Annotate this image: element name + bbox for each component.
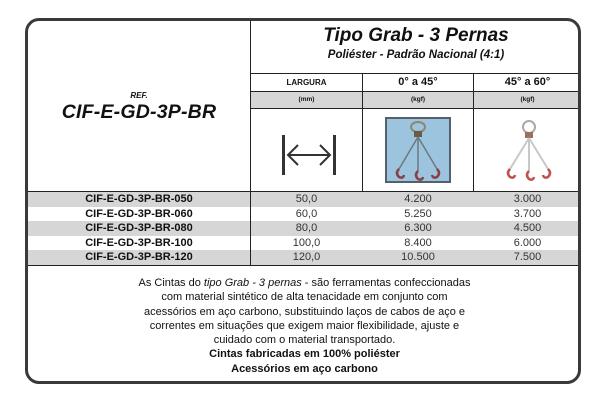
width-arrow-icon (280, 133, 338, 177)
row-load-45-60: 6.000 (513, 236, 542, 249)
description-line: acessórios em aço carbono, substituindo laços de cabos de aço e (143, 305, 466, 318)
row-largura: 60,0 (295, 207, 318, 220)
header-angle-0-45: 0° a 45° (398, 76, 438, 88)
unit-angle-45-60: (kgf) (520, 96, 535, 103)
row-largura: 80,0 (295, 222, 318, 235)
unit-angle-0-45: (kgf) (410, 96, 426, 103)
row-load-0-45: 8.400 (404, 236, 432, 249)
accessory-note: Acessórios em aço carbono (231, 362, 378, 375)
row-load-0-45: 5.250 (404, 207, 432, 220)
product-spec-card (25, 18, 581, 384)
sling-3-legs-blue-icon (385, 117, 451, 183)
description (28, 276, 581, 376)
row-ref: CIF-E-GD-3P-BR-120 (85, 251, 193, 264)
divider (250, 21, 251, 265)
row-load-0-45: 10.500 (401, 251, 435, 264)
description-bold-line (28, 347, 581, 361)
description-text: As Cintas do (138, 277, 204, 289)
row-load-0-45: 6.300 (404, 222, 432, 235)
divider (250, 108, 581, 109)
header-angle-45-60: 45° a 60° (504, 76, 551, 88)
page-subtitle: Poliéster - Padrão Nacional (4:1) (327, 49, 505, 61)
material-note: Cintas fabricadas em 100% poliéster (209, 348, 400, 361)
description-italic: tipo Grab - 3 pernas (203, 277, 302, 289)
page-title: Tipo Grab - 3 Pernas (323, 25, 509, 46)
row-ref: CIF-E-GD-3P-BR-080 (85, 222, 193, 235)
row-load-45-60: 3.700 (513, 207, 542, 220)
row-ref: CIF-E-GD-3P-BR-100 (85, 236, 193, 249)
header-largura: LARGURA (286, 78, 327, 87)
description-line: correntes em situações que exigem maior flexibilidade, ajuste e (149, 319, 460, 332)
divider (28, 191, 581, 192)
row-largura: 100,0 (292, 236, 321, 249)
row-ref: CIF-E-GD-3P-BR-060 (85, 207, 193, 220)
description-text: - são ferramentas confeccionadas (301, 277, 471, 289)
table-row (28, 192, 581, 207)
description-line: com material sintético de alta tenacidade em conjunto com (161, 291, 448, 304)
ref-label: REF. (130, 91, 148, 100)
table-row (28, 236, 581, 251)
row-load-45-60: 3.000 (513, 193, 542, 205)
description-line: cuidado com o material transportado. (213, 334, 396, 347)
divider (28, 265, 581, 266)
row-largura: 120,0 (292, 251, 321, 264)
table-row (28, 207, 581, 222)
row-load-45-60: 7.500 (513, 251, 542, 264)
description-bold-line (28, 362, 581, 376)
ref-code: CIF-E-GD-3P-BR (61, 101, 217, 123)
table-row (28, 250, 581, 265)
divider (250, 91, 581, 92)
unit-largura: (mm) (298, 96, 315, 103)
description-line (28, 276, 581, 290)
divider (250, 73, 581, 74)
row-load-45-60: 4.500 (513, 222, 542, 235)
row-load-0-45: 4.200 (404, 193, 432, 205)
table-row (28, 221, 581, 236)
row-largura: 50,0 (295, 193, 318, 205)
sling-3-legs-white-icon (496, 117, 562, 183)
row-ref: CIF-E-GD-3P-BR-050 (85, 193, 193, 205)
